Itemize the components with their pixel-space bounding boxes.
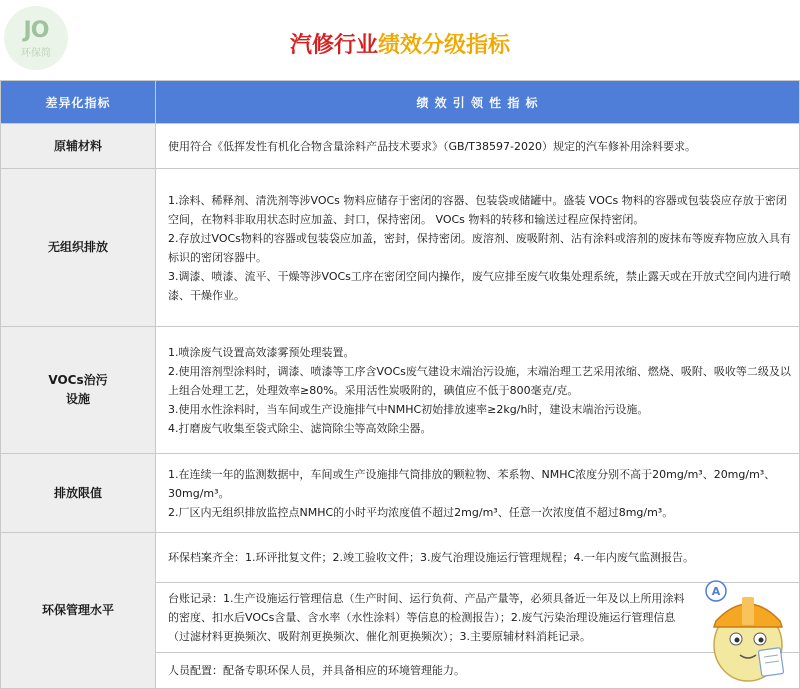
logo-mark: JO	[23, 17, 49, 43]
table-row	[1, 327, 800, 454]
content-line: 人员配置：配备专职环保人员，并具备相应的环境管理能力。	[168, 664, 465, 677]
content-line: 1.在连续一年的监测数据中，车间或生产设施排气筒排放的颗粒物、苯系物、NMHC浓度分别不高于20mg/m³、20mg/m³、30mg/m³。	[168, 467, 776, 500]
row-content	[156, 533, 800, 583]
content-line: 1.涂料、稀释剂、清洗剂等涉VOCs 物料应储存于密闭的容器、包装袋或储罐中。盛装 VOCs 物料的容器或包装袋应存放于密闭空间，在物料非取用状态时应加盖、封口，保持密闭。 VOCs 物料的转移和输送过程应保持密闭。	[168, 193, 787, 226]
helmet-stripe	[742, 597, 754, 625]
content-line: 2.使用溶剂型涂料时，调漆、喷漆等工序含VOCs废气建设末端治污设施，末端治理工艺采用浓缩、燃烧、吸附、吸收等二级及以上组合处理工艺，处理效率≥80%。采用活性炭吸附的，碘值应不低于800毫克/克。	[168, 364, 791, 397]
row-label: 原辅材料	[1, 124, 156, 169]
row-label: 无组织排放	[1, 169, 156, 327]
content-line: 3.使用水性涂料时，当车间或生产设施排气中NMHC初始排放速率≥2kg/h时，建设末端治污设施。	[168, 402, 649, 416]
title-part1: 汽修行业	[289, 33, 378, 58]
table-row	[1, 533, 800, 583]
row-label-line: 设施	[65, 392, 90, 406]
logo-text: 环保简	[21, 47, 51, 59]
mascot-badge-text: A	[711, 585, 721, 598]
page-title	[0, 28, 800, 59]
content-line: 1.喷涂废气设置高效漆雾预处理装置。	[168, 345, 355, 359]
row-label: 排放限值	[1, 454, 156, 533]
mascot-illustration	[702, 577, 794, 685]
row-content	[156, 327, 800, 454]
row-label-line: VOCs治污	[48, 373, 108, 387]
table-row	[1, 454, 800, 533]
row-label: 环保管理水平	[1, 533, 156, 689]
row-content	[156, 169, 800, 327]
content-line: 2.厂区内无组织排放监控点NMHC的小时平均浓度值不超过2mg/m³、任意一次浓度值不超过8mg/m³。	[168, 505, 674, 519]
title-part2: 绩效分级指标	[378, 33, 511, 58]
content-line: 3.调漆、喷漆、流平、干燥等涉VOCs工序在密闭空间内操作，废气应排至废气收集处理系统，禁止露天或在开放式空间内进行喷漆、干燥作业。	[168, 269, 791, 302]
content-line: 台账记录：1.生产设施运行管理信息（生产时间、运行负荷、产品产量等，必须具备近一年及以上所用涂料的密度、扣水后VOCs含量、含水率（水性涂料）等信息的检测报告）；2.废气污染治理设施运行管理信息（过滤材料更换频次、吸附剂更换频次、催化剂更换频次）；3.主要原辅材料消耗记录。	[168, 592, 685, 643]
table-row	[1, 169, 800, 327]
row-label	[1, 327, 156, 454]
content-line: 2.存放过VOCs物料的容器或包装袋应加盖，密封，保持密闭。废溶剂、废吸附剂、沾有涂料或溶剂的废抹布等废弃物应放入具有标识的密闭容器中。	[168, 231, 791, 264]
content-line: 环保档案齐全：1.环评批复文件；2.竣工验收文件；3.废气治理设施运行管理规程；4.一年内废气监测报告。	[168, 551, 694, 564]
indicator-table	[0, 80, 800, 689]
column-header-indicator: 差异化指标	[1, 81, 156, 124]
content-line: 4.打磨废气收集至袋式除尘、滤筒除尘等高效除尘器。	[168, 421, 432, 435]
column-header-performance: 绩 效 引 领 性 指 标	[156, 81, 800, 124]
table-header-row	[1, 81, 800, 124]
row-content	[156, 454, 800, 533]
table-row	[1, 124, 800, 169]
row-content	[156, 124, 800, 169]
content-line: 使用符合《低挥发性有机化合物含量涂料产品技术要求》（GB/T38597-2020）规定的汽车修补用涂料要求。	[168, 139, 696, 153]
